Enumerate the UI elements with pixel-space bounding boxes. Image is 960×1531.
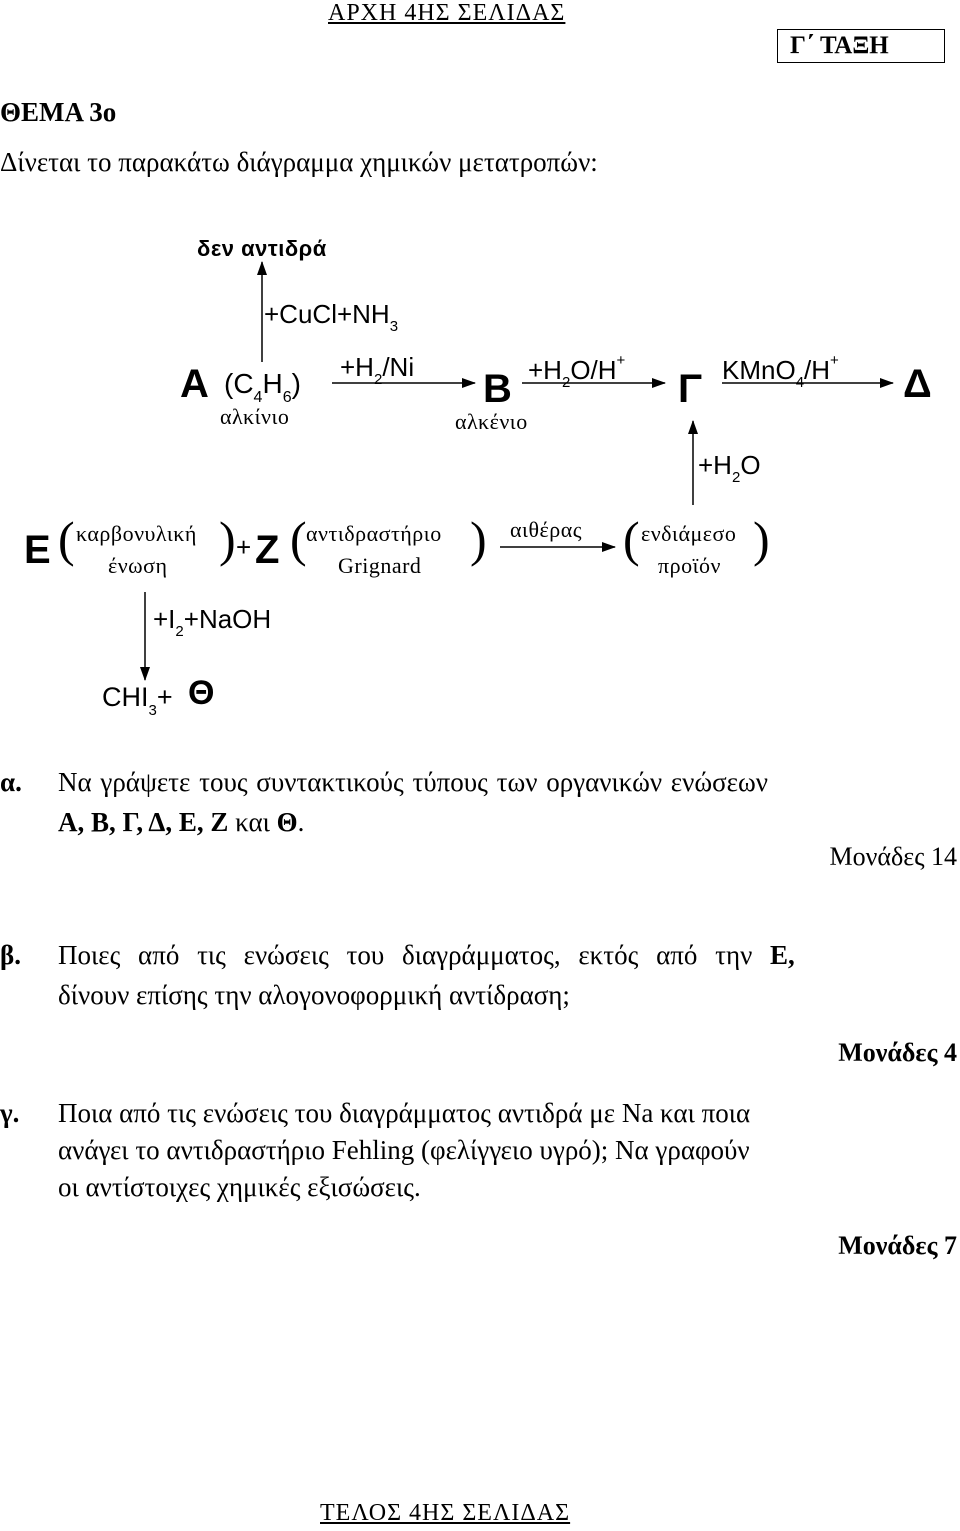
page-header-top: ΑΡΧΗ 4ΗΣ ΣΕΛΙΔΑΣ [328,0,566,26]
no-reaction-label: δεν αντιδρά [197,236,327,261]
intermediate-label-1: ενδιάμεσο [641,521,737,546]
question-b-letter: β. [0,940,21,970]
paren-z-close: ) [470,511,487,567]
compound-a-formula: $(C_4H_6)$ [224,368,301,406]
question-c-line-1: Ποια από τις ενώσεις του διαγράμματος αντιδρά με Na και ποια [58,1098,751,1128]
paren-i-open: ( [623,511,640,567]
question-c-line-3: οι αντίστοιχες χημικές εξισώσεις. [58,1172,421,1202]
compound-z-label-1: αντιδραστήριο [306,521,442,546]
paren-e-open: ( [58,511,75,567]
plus-sign: + [236,532,252,562]
theme-title: ΘΕΜΑ 3ο [0,97,117,127]
compound-z-label-2: Grignard [338,553,422,578]
compound-g: Γ [678,367,703,411]
paren-i-close: ) [753,511,770,567]
compound-z: Z [255,528,280,572]
compound-a: A [180,362,209,406]
question-c-letter: γ. [0,1098,20,1128]
compound-e-label-2: ένωση [108,553,168,578]
page-footer-bottom: ΤΕΛΟΣ 4ΗΣ ΣΕΛΙΔΑΣ [320,1500,571,1526]
compound-b-label: αλκένιο [455,409,528,434]
class-label: Γ΄ ΤΑΞΗ [790,32,889,59]
compound-a-label: αλκίνιο [220,404,290,429]
compound-theta: Θ [188,674,215,712]
question-c-score: Μονάδες 7 [838,1231,957,1260]
paren-e-close: ) [219,511,236,567]
question-b-line-1: Ποιες από τις ενώσεις του διαγράμματος, εκτός από την Ε, [58,940,795,970]
question-a-letter: α. [0,767,22,797]
ether-label: αιθέρας [510,517,582,542]
question-a-score: Μονάδες 14 [829,842,957,871]
kmno4-reagent: KMnO$_4$/H+ [722,352,839,391]
h2-ni-reagent: $+H_2/Ni$ [340,352,415,388]
compound-d: Δ [903,362,932,406]
paren-z-open: ( [290,511,307,567]
intermediate-label-2: προϊόν [658,553,721,578]
chi3-product: $CHI_3+$ [102,682,173,719]
theme-intro: Δίνεται το παρακάτω διάγραμμα χημικών μετατροπών: [0,147,598,177]
iodoform-reagent: $+I_2+NaOH$ [153,604,272,640]
h2o-reagent: $+H_2O$ [698,450,761,486]
compound-e-label-1: καρβονυλική [76,521,197,546]
question-a-line-1: Να γράψετε τους συντακτικούς τύπους των οργανικών ενώσεων [58,767,769,797]
question-b-line-2: δίνουν επίσης την αλογονοφορμική αντίδραση; [58,980,570,1010]
compound-e: E [24,528,51,572]
question-b-score: Μονάδες 4 [838,1038,957,1067]
question-c-line-2: ανάγει το αντιδραστήριο Fehling (φελίγγειο υγρό); Να γραφούν [58,1135,750,1165]
h2o-h-reagent: $+H_2O/H^+$ [528,352,626,391]
cucl-reagent: $+CuCl+NH_3$ [264,299,399,335]
question-a-line-2: Α, Β, Γ, Δ, Ε, Ζ και Θ. [58,807,305,837]
compound-b: B [483,367,512,411]
